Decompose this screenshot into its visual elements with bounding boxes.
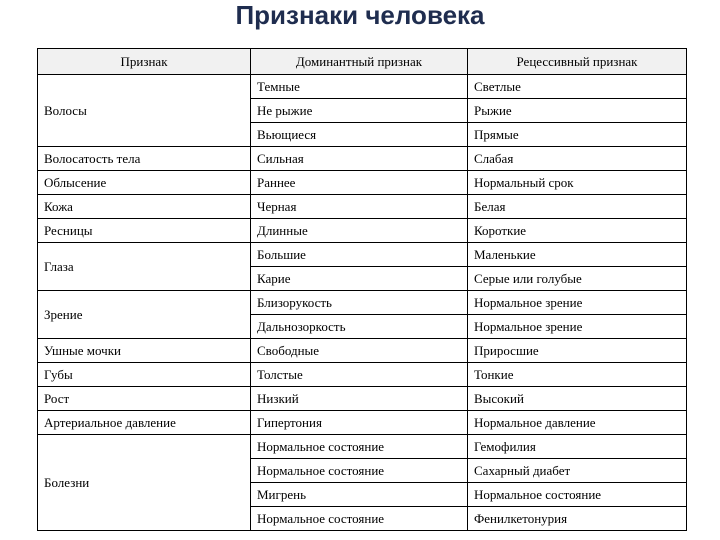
header-recessive: Рецессивный признак: [468, 49, 687, 75]
table-row: [38, 219, 687, 243]
recessive-cell: Слабая: [468, 147, 687, 171]
dominant-cell: Нормальное состояние: [251, 459, 468, 483]
traits-table: [37, 48, 687, 531]
table-body: [38, 75, 687, 531]
recessive-cell: Белая: [468, 195, 687, 219]
dominant-cell: Не рыжие: [251, 99, 468, 123]
dominant-cell: Сильная: [251, 147, 468, 171]
recessive-cell: Нормальное состояние: [468, 483, 687, 507]
table-row: [38, 411, 687, 435]
table-row: [38, 363, 687, 387]
dominant-cell: Карие: [251, 267, 468, 291]
dominant-cell: Низкий: [251, 387, 468, 411]
trait-name-cell: Болезни: [38, 435, 251, 531]
trait-name-cell: Артериальное давление: [38, 411, 251, 435]
recessive-cell: Нормальное давление: [468, 411, 687, 435]
trait-name-cell: Глаза: [38, 243, 251, 291]
recessive-cell: Серые или голубые: [468, 267, 687, 291]
trait-name-cell: Ресницы: [38, 219, 251, 243]
table-row: [38, 75, 687, 99]
recessive-cell: Гемофилия: [468, 435, 687, 459]
dominant-cell: Большие: [251, 243, 468, 267]
recessive-cell: Светлые: [468, 75, 687, 99]
dominant-cell: Раннее: [251, 171, 468, 195]
table-row: [38, 195, 687, 219]
table-row: [38, 291, 687, 315]
trait-name-cell: Волосы: [38, 75, 251, 147]
table-row: [38, 243, 687, 267]
table-row: [38, 171, 687, 195]
table-row: [38, 339, 687, 363]
page-title: Признаки человека: [235, 0, 485, 30]
recessive-cell: Короткие: [468, 219, 687, 243]
table-row: [38, 435, 687, 459]
recessive-cell: Сахарный диабет: [468, 459, 687, 483]
recessive-cell: Нормальное зрение: [468, 315, 687, 339]
dominant-cell: Толстые: [251, 363, 468, 387]
recessive-cell: Нормальное зрение: [468, 291, 687, 315]
recessive-cell: Нормальный срок: [468, 171, 687, 195]
trait-name-cell: Губы: [38, 363, 251, 387]
recessive-cell: Маленькие: [468, 243, 687, 267]
header-dominant: Доминантный признак: [251, 49, 468, 75]
trait-name-cell: Ушные мочки: [38, 339, 251, 363]
dominant-cell: Нормальное состояние: [251, 507, 468, 531]
dominant-cell: Нормальное состояние: [251, 435, 468, 459]
table-header-row: [38, 49, 687, 75]
trait-name-cell: Облысение: [38, 171, 251, 195]
dominant-cell: Свободные: [251, 339, 468, 363]
dominant-cell: Темные: [251, 75, 468, 99]
table-row: [38, 387, 687, 411]
dominant-cell: Близорукость: [251, 291, 468, 315]
dominant-cell: Длинные: [251, 219, 468, 243]
trait-name-cell: Зрение: [38, 291, 251, 339]
table-row: [38, 147, 687, 171]
recessive-cell: Приросшие: [468, 339, 687, 363]
recessive-cell: Высокий: [468, 387, 687, 411]
dominant-cell: Гипертония: [251, 411, 468, 435]
recessive-cell: Рыжие: [468, 99, 687, 123]
recessive-cell: Прямые: [468, 123, 687, 147]
recessive-cell: Фенилкетонурия: [468, 507, 687, 531]
recessive-cell: Тонкие: [468, 363, 687, 387]
dominant-cell: Мигрень: [251, 483, 468, 507]
trait-name-cell: Волосатость тела: [38, 147, 251, 171]
trait-name-cell: Кожа: [38, 195, 251, 219]
dominant-cell: Вьющиеся: [251, 123, 468, 147]
header-trait: Признак: [38, 49, 251, 75]
dominant-cell: Черная: [251, 195, 468, 219]
trait-name-cell: Рост: [38, 387, 251, 411]
dominant-cell: Дальнозоркость: [251, 315, 468, 339]
